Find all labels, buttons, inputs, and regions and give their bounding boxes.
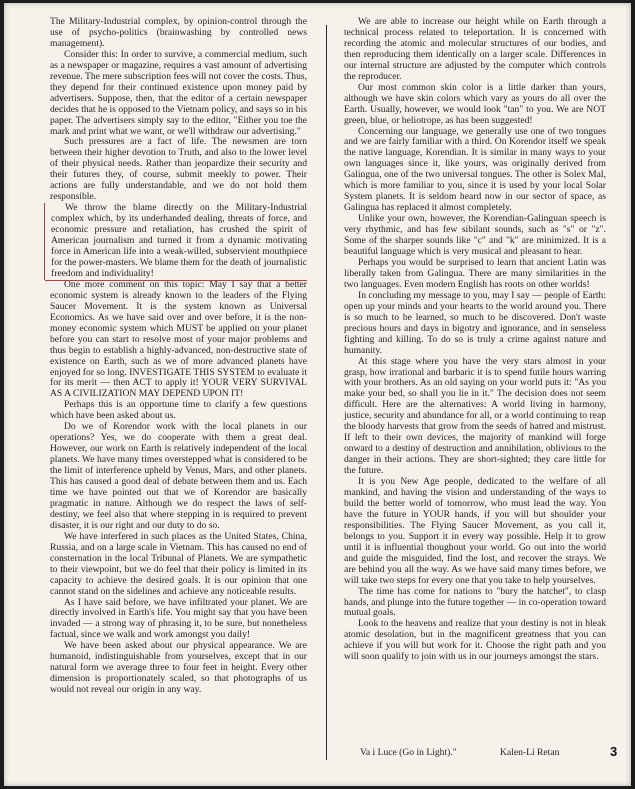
left-column <box>50 17 307 696</box>
paragraph: Look to the heavens and realize that your destiny is not in bleak atomic desolation, but in the magnificent greatness that you can achieve if you will but work for it. Choose the right path and you will soon qualify to join with us in our journeys amongst the stars. <box>344 618 606 663</box>
paragraph: Consider this: In order to survive, a commercial medium, such as a newspaper or magazine, requires a vast amount of advertising revenue. The mere subscription fees will not cover the costs. Thus, they depend for their continued existence upon money paid by advertisers. Suppose, then, that the editor of a certain newspaper decides that he is opposed to the Vietnam policy, and says so in his paper. The advertisers simply say to the editor, "Either you toe the mark and print what we want, or we'll withdraw our advertising." <box>50 48 307 137</box>
paragraph: Perhaps this is an opportune time to clarify a few questions which have been asked about us. <box>50 399 307 422</box>
signoff-text: Va i Luce (Go in Light)." <box>360 747 457 758</box>
marked-passage-box <box>44 203 307 280</box>
author-signature: Kalen-Li Retan <box>500 747 560 758</box>
document-page <box>4 3 631 786</box>
paragraph: We are able to increase our height while on Earth through a technical process related to teleportation. It is concerned with recording the atomic and molecular structures of our bodies, and then reproducing them identically on a larger scale. Differences in our internal structure are adjusted by the computer which controls the reproducer. <box>344 16 606 82</box>
paragraph: The time has come for nations to "bury the hatchet", to clasp hands, and plunge into the future together — in co-operation toward mutual goals. <box>344 585 606 619</box>
paragraph: The Military-Industrial complex, by opinion-control through the use of psycho-politics (brainwashing by controlled news management). <box>50 16 307 49</box>
paragraph: At this stage where you have the very stars almost in your grasp, how irrational and barbaric it is to spend futile hours warring with your brothers. As an old saying on your world puts it: "As you make your bed, so shall you lie in it." The decision does not seem difficult. Here are the alternatives: A world living in harmony, justice, security and abundance for all, or a world continuing to reap the bloody harvests that grow from the seeds of hatred and mistrust. If left to their own devices, the majority of mankind will forge onward to a destiny of destruction and annihilation, oblivious to the danger in their actions. They are short-sighted; they care little for the future. <box>344 355 606 477</box>
marked-paragraph: We throw the blame directly on the Military-Industrial complex which, by its underhanded dealing, threats of force, and economic pressure and retaliation, has crushed the spirit of American journalism and turned it from a dynamic motivating force in American life into a weak-willed, subservient mouthpiece for the power-masters. We blame them for the death of journalistic freedom and individuality! <box>51 202 307 279</box>
paragraph: It is you New Age people, dedicated to the welfare of all mankind, and having the vision and understanding of the ways to build the better world of tomorrow, who must lead the way. You have the future in YOUR hands, if you will but shoulder your responsibilities. The Flying Saucer Movement, as you call it, belongs to you. Support it in every way possible. Help it to grow until it is influential thoughout your world. Go out into the world and guide the misguided, find the lost, and recover the strays. We are behind you all the way. As we have said many times before, we will take two steps for every one that you take to help yourselves. <box>344 476 606 586</box>
closing-line <box>344 747 606 761</box>
paragraph: Do we of Korendor work with the local planets in our operations? Yes, we do cooperate with them a great deal. However, our work on Earth is relatively independent of the local planets. We have many times overstepped what is considered to be the limit of interference upheld by Venus, Mars, and other planets. This has caused a good deal of debate between them and us. Each time we have pointed out that we of Korendor are basically pragmatic in nature. Although we do respect the laws of self-destiny, we feel also that where stepping in is required to prevent disaster, it is our right and our duty to do so. <box>50 421 307 531</box>
page-number: 3 <box>610 744 618 759</box>
right-column <box>344 17 606 663</box>
paragraph: As I have said before, we have infiltrated your planet. We are directly involved in Earth's life. You might say that you have been invaded — a strong way of phrasing it, to be sure, but nonetheless factual, since we walk and work amongst you daily! <box>50 596 307 641</box>
paragraph: Unlike your own, however, the Korendian-Galinguan speech is very rhythmic, and has few sibilant sounds, such as "s" or "z". Some of the sharper sounds like "c" and "k" are minimized. It is a beautiful language which is very musical and pleasant to hear. <box>344 213 606 258</box>
paragraph: Such pressures are a fact of life. The newsmen are torn between their higher devotion to Truth, and also to the lower level of their physical needs. Rather than jeopardize their security and their futures they, of course, submit meekly to power. Their actions are fully understandable, and we do not hold them responsible. <box>50 136 307 203</box>
paragraph: Concerning our language, we generally use one of two tongues and we are fairly familiar with a third. On Korendor itself we speak the native language, Korendian. It is similar in many ways to your own languages since it, like yours, was originally derived from Galingua, one of the two universal tongues. The other is Solex Mal, which is more familiar to you, since it is used by your local Solar System planets. It is seldom heard now in our sector of space, as Galingua has replaced it almost completely. <box>344 125 606 214</box>
paragraph: Our most common skin color is a little darker than yours, although we have skin colors which vary as yours do all over the Earth. Usually, however, we would look "tan" to you. We are NOT green, blue, or heliotrope, as has been suggested! <box>344 81 606 126</box>
paragraph: Perhaps you would be surprised to learn that ancient Latin was liberally taken from Galingua. There are many similarities in the two languages. Even modern English has roots on other worlds! <box>344 256 606 290</box>
column-divider <box>326 25 327 760</box>
paragraph: One more comment on this topic: May I say that a better economic system is already known to the leaders of the Flying Saucer Movement. It is the system known as Universal Economics. As we have said over and over before, it is the non-money economic system which MUST be applied on your planet before you can start to resolve most of your major problems and thus begin to establish a highly-advanced, non-destructive state of existence on Earth, such as we of more advanced planets have enjoyed for so long. INVESTIGATE THIS SYSTEM to evaluate it for its merit — then ACT to apply it! YOUR VERY SURVIVAL AS A CIVILIZATION MAY DEPEND UPON IT! <box>50 278 307 400</box>
paragraph: We have been asked about our physical appearance. We are humanoid, indistinguishable from yourselves, except that in our natural form we average three to four feet in height. Every other dimension is proportionately scaled, so that photographs of us would not reveal our origin in any way. <box>50 640 307 696</box>
paragraph: In concluding my message to you, may I say — people of Earth: open up your minds and your hearts to the world around you. There is so much to be learned, so much to be discovered. Don't waste precious hours and days in bigotry and ignorance, and in senseless fighting and killing. To do so is truly a crime against nature and humanity. <box>344 289 606 356</box>
paragraph: We have interfered in such places as the United States, China, Russia, and on a large scale in Vietnam. This has caused no end of consternation in the local Tribunal of Planets. We are sympathetic to their viewpoint, but we do feel that their policy is limited in its capacity to achieve the desired goals. It is our opinion that one cannot stand on the sidelines and achieve any noticeable results. <box>50 530 307 597</box>
